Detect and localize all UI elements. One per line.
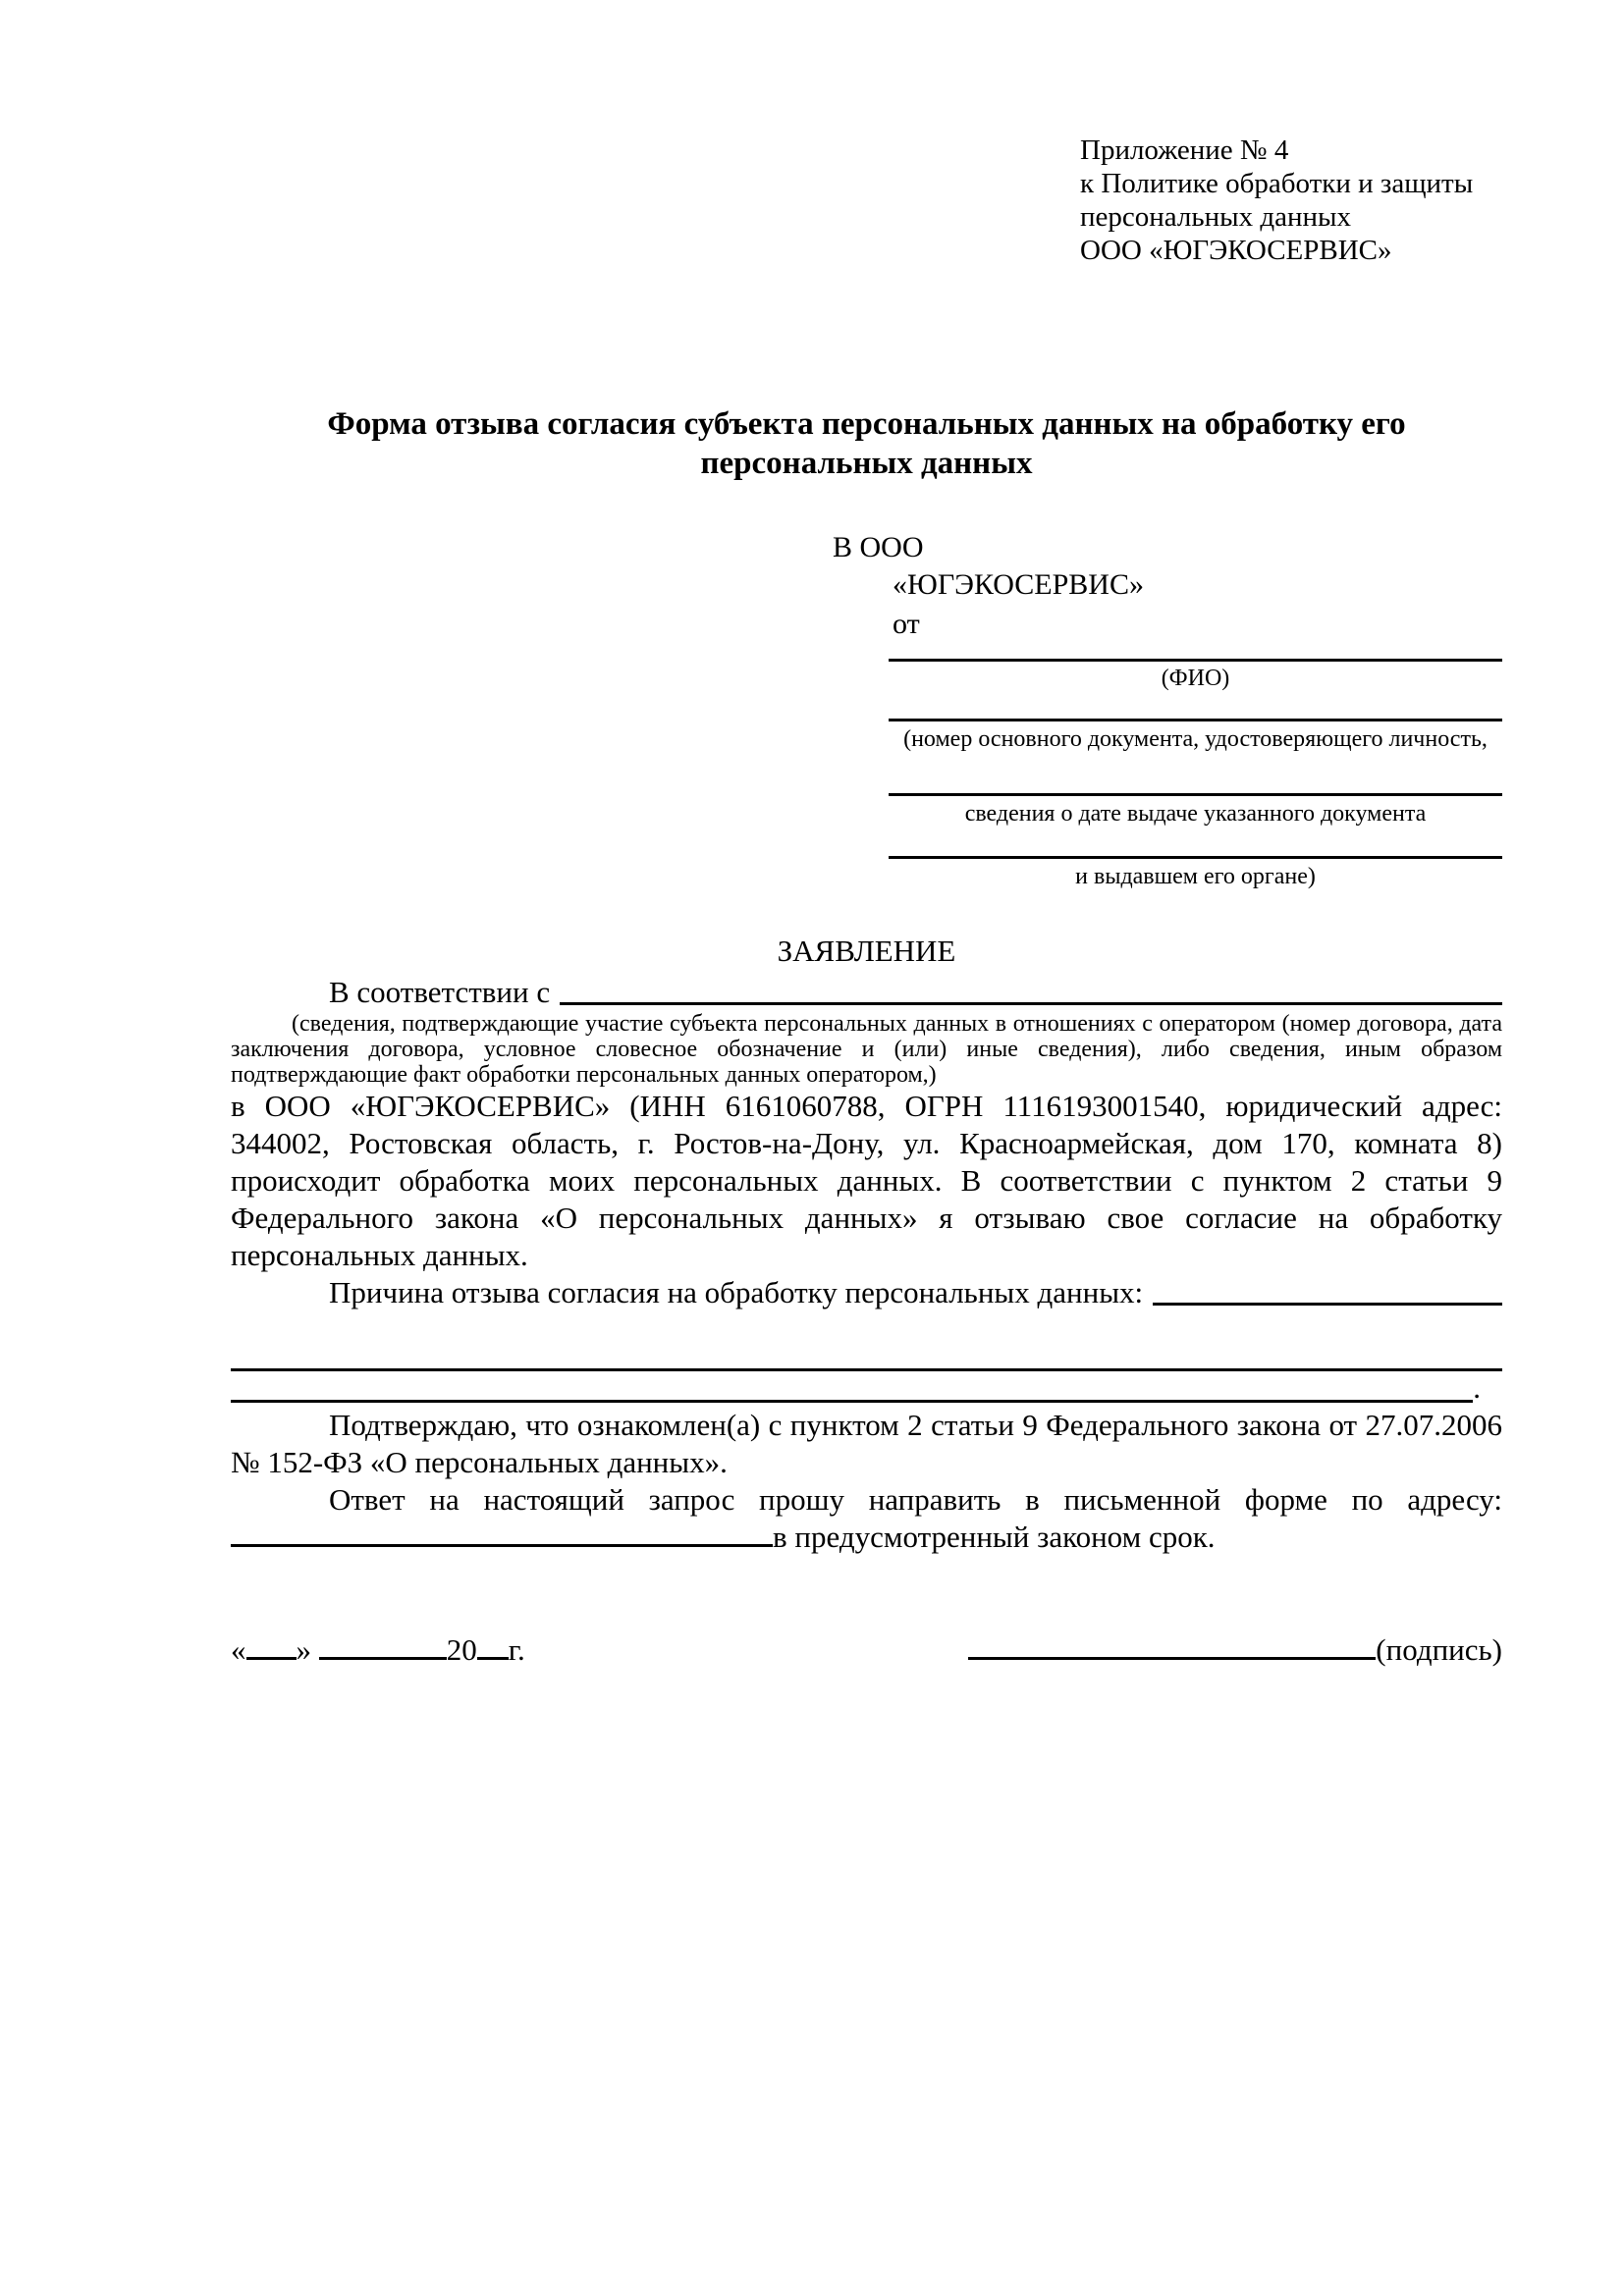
date-close-quote: » <box>296 1632 311 1667</box>
fio-field[interactable] <box>889 659 1502 662</box>
sentence-period: . <box>1473 1370 1481 1405</box>
reason-prefix: Причина отзыва согласия на обработку персональных данных: <box>329 1275 1144 1309</box>
accordance-row <box>231 974 1502 1011</box>
reply-address-row <box>231 1519 1502 1556</box>
addressee-to-prefix: В ООО <box>833 531 924 563</box>
reason-continuation-line-2[interactable] <box>231 1400 1473 1403</box>
day-field[interactable] <box>246 1657 297 1660</box>
signature-part <box>968 1631 1502 1669</box>
accordance-field[interactable] <box>560 1002 1502 1005</box>
addressee-org-name: «ЮГЭКОСЕРВИС» <box>893 568 1144 601</box>
doc-number-caption: (номер основного документа, удостоверяющего личность, <box>903 726 1488 752</box>
fio-caption: (ФИО) <box>1161 666 1230 691</box>
reason-continuation-row-2 <box>231 1371 1502 1407</box>
address-field[interactable] <box>231 1544 773 1547</box>
accordance-footnote: (сведения, подтверждающие участие субъекта персональных данных в отношениях с оператором (номер договора, дата заключения договора, условное словесное обозначение и (или) иные сведения), либо сведения, иным образом подтверждающие факт обработки персональных данных оператором,) <box>231 1011 1502 1088</box>
reason-continuation-line-1[interactable] <box>231 1333 1502 1371</box>
accordance-prefix: В соответствии с <box>329 975 551 1009</box>
month-field[interactable] <box>319 1657 447 1660</box>
year-prefix: 20 <box>446 1632 477 1667</box>
reply-request-paragraph: Ответ на настоящий запрос прошу направить в письменной форме по адресу: <box>329 1482 1502 1517</box>
doc-date-caption: сведения о дате выдаче указанного документа <box>964 801 1427 827</box>
doc-issuer-field[interactable] <box>889 856 1502 859</box>
appendix-line: персональных данных <box>1080 201 1352 233</box>
doc-number-field[interactable] <box>889 719 1502 721</box>
reason-field[interactable] <box>1153 1303 1502 1306</box>
signature-field[interactable] <box>968 1657 1376 1660</box>
appendix-header <box>1080 133 1473 267</box>
appendix-line: ООО «ЮГЭКОСЕРВИС» <box>1080 235 1392 266</box>
reason-row <box>231 1274 1502 1311</box>
statement-body <box>231 974 1502 1556</box>
statement-heading: ЗАЯВЛЕНИЕ <box>777 934 956 968</box>
appendix-line: Приложение № 4 <box>1080 134 1289 166</box>
year-field[interactable] <box>477 1657 509 1660</box>
date-signature-row <box>231 1631 1502 1669</box>
reply-suffix: в предусмотренный законом срок. <box>773 1520 1216 1554</box>
document-title: Форма отзыва согласия субъекта персональных данных на обработку его персональных данных <box>327 406 1406 481</box>
operator-paragraph: в ООО «ЮГЭКОСЕРВИС» (ИНН 6161060788, ОГРН 1116193001540, юридический адрес: 344002, Ростовская область, г. Ростов-на-Дону, ул. Красноармейская, дом 170, комната 8) происходит обработка моих персональных данных. В соответствии с пунктом 2 статьи 9 Федерального закона «О персональных данных» я отзываю свое согласие на обработку персональных данных. <box>231 1089 1502 1272</box>
date-part <box>231 1631 525 1669</box>
confirmation-paragraph: Подтверждаю, что ознакомлен(а) с пунктом 2 статьи 9 Федерального закона от 27.07.2006 № 152-ФЗ «О персональных данных». <box>231 1408 1502 1479</box>
year-suffix: г. <box>508 1632 525 1667</box>
appendix-line: к Политике обработки и защиты <box>1080 168 1474 199</box>
doc-date-field[interactable] <box>889 793 1502 796</box>
date-open-quote: « <box>231 1632 246 1667</box>
doc-issuer-caption: и выдавшем его органе) <box>1075 864 1316 889</box>
addressee-from-label: от <box>893 608 920 640</box>
signature-caption: (подпись) <box>1376 1632 1502 1667</box>
